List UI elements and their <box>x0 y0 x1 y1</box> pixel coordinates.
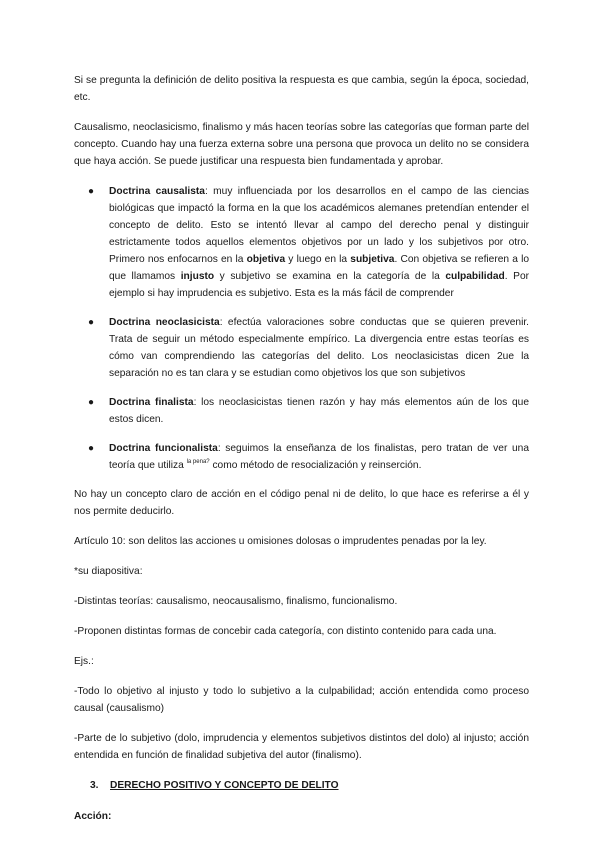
bullet-icon: ● <box>88 317 95 328</box>
section-heading <box>90 777 529 794</box>
paragraph-proponen: -Proponen distintas formas de concebir cada categoría, con distinto contenido para cada una. <box>74 626 497 637</box>
list-item-finalista: ● Doctrina finalista: los neoclasicistas tienen razón y hay más elementos aún de los que estos dicen. <box>74 394 529 428</box>
paragraph-ejemplos: Ejs.: <box>74 656 94 667</box>
section-number: 3. <box>90 780 99 791</box>
list-item-funcionalista: ● Doctrina funcionalista: seguimos la enseñanza de los finalistas, pero tratan de ver una teoría que utiliza $^{la pena?}$ como método de resocialización y reinserción. <box>74 440 529 474</box>
list-item-neoclasicista: ● Doctrina neoclasicista: efectúa valoraciones sobre conductas que se quieren prevenir. Trata de seguir un método especialmente empírico. La divergencia entre estas teorías es cómo van comprendiendo las categorías del delito. Los neoclasicistas dicen 2ue la separación no es tan clara y se estudian como objetivos los que son subjetivos <box>74 314 529 382</box>
superscript-note: la pena? <box>186 459 210 465</box>
term-causalista: Doctrina causalista <box>109 186 205 197</box>
paragraph-ejemplo-causalismo: -Todo lo objetivo al injusto y todo lo subjetivo a la culpabilidad; acción entendida como proceso causal (causalismo) <box>74 686 529 714</box>
section-title: DERECHO POSITIVO Y CONCEPTO DE DELITO <box>110 780 339 791</box>
paragraph-distintas-teorias: -Distintas teorías: causalismo, neocausalismo, finalismo, funcionalismo. <box>74 596 398 607</box>
bullet-icon: ● <box>88 397 95 408</box>
paragraph-definicion: Si se pregunta la definición de delito positiva la respuesta es que cambia, según la época, sociedad, etc. <box>74 75 529 103</box>
paragraph-ejemplo-finalismo: -Parte de lo subjetivo (dolo, imprudencia y elementos subjetivos distintos del dolo) al injusto; acción entendida en función de finalidad subjetiva del autor (finalismo). <box>74 733 529 761</box>
bullet-icon: ● <box>88 443 95 454</box>
document-page <box>74 72 529 825</box>
paragraph-codigo-penal: No hay un concepto claro de acción en el código penal ni de delito, lo que hace es referirse a él y nos permite deducirlo. <box>74 489 529 517</box>
term-finalista: Doctrina finalista <box>109 397 194 408</box>
term-neoclasicista: Doctrina neoclasicista <box>109 317 220 328</box>
paragraph-diapositiva: *su diapositiva: <box>74 566 143 577</box>
paragraph-articulo-10: Artículo 10: son delitos las acciones u omisiones dolosas o imprudentes penadas por la ley. <box>74 536 487 547</box>
bullet-icon: ● <box>88 186 95 197</box>
paragraph-teorias: Causalismo, neoclasicismo, finalismo y más hacen teorías sobre las categorías que forman parte del concepto. Cuando hay una fuerza externa sobre una persona que provoca un delito no se considera que haya acción. Se puede justificar una respuesta bien fundamentada y aprobar. <box>74 122 529 167</box>
term-funcionalista: Doctrina funcionalista <box>109 443 218 454</box>
list-item-causalista: ● Doctrina causalista: muy influenciada por los desarrollos en el campo de las ciencias biológicas que impactó la forma en la que los académicos alemanes pretendían entender el concepto de delito. Esto se intentó llevar al campo del derecho penal y distinguir estrictamente todos aquellos elementos objetivos por un lado y los subjetivos por otro. Primero nos enfocarnos en la objetiva y luego en la subjetiva. Con objetiva se refieren a lo que llamamos injusto y subjetivo se examina en la categoría de la culpabilidad. Por ejemplo si hay imprudencia es subjetivo. Esta es la más fácil de comprender <box>74 183 529 302</box>
paragraph-accion: Acción: <box>74 811 112 822</box>
doctrinas-list <box>74 183 529 474</box>
